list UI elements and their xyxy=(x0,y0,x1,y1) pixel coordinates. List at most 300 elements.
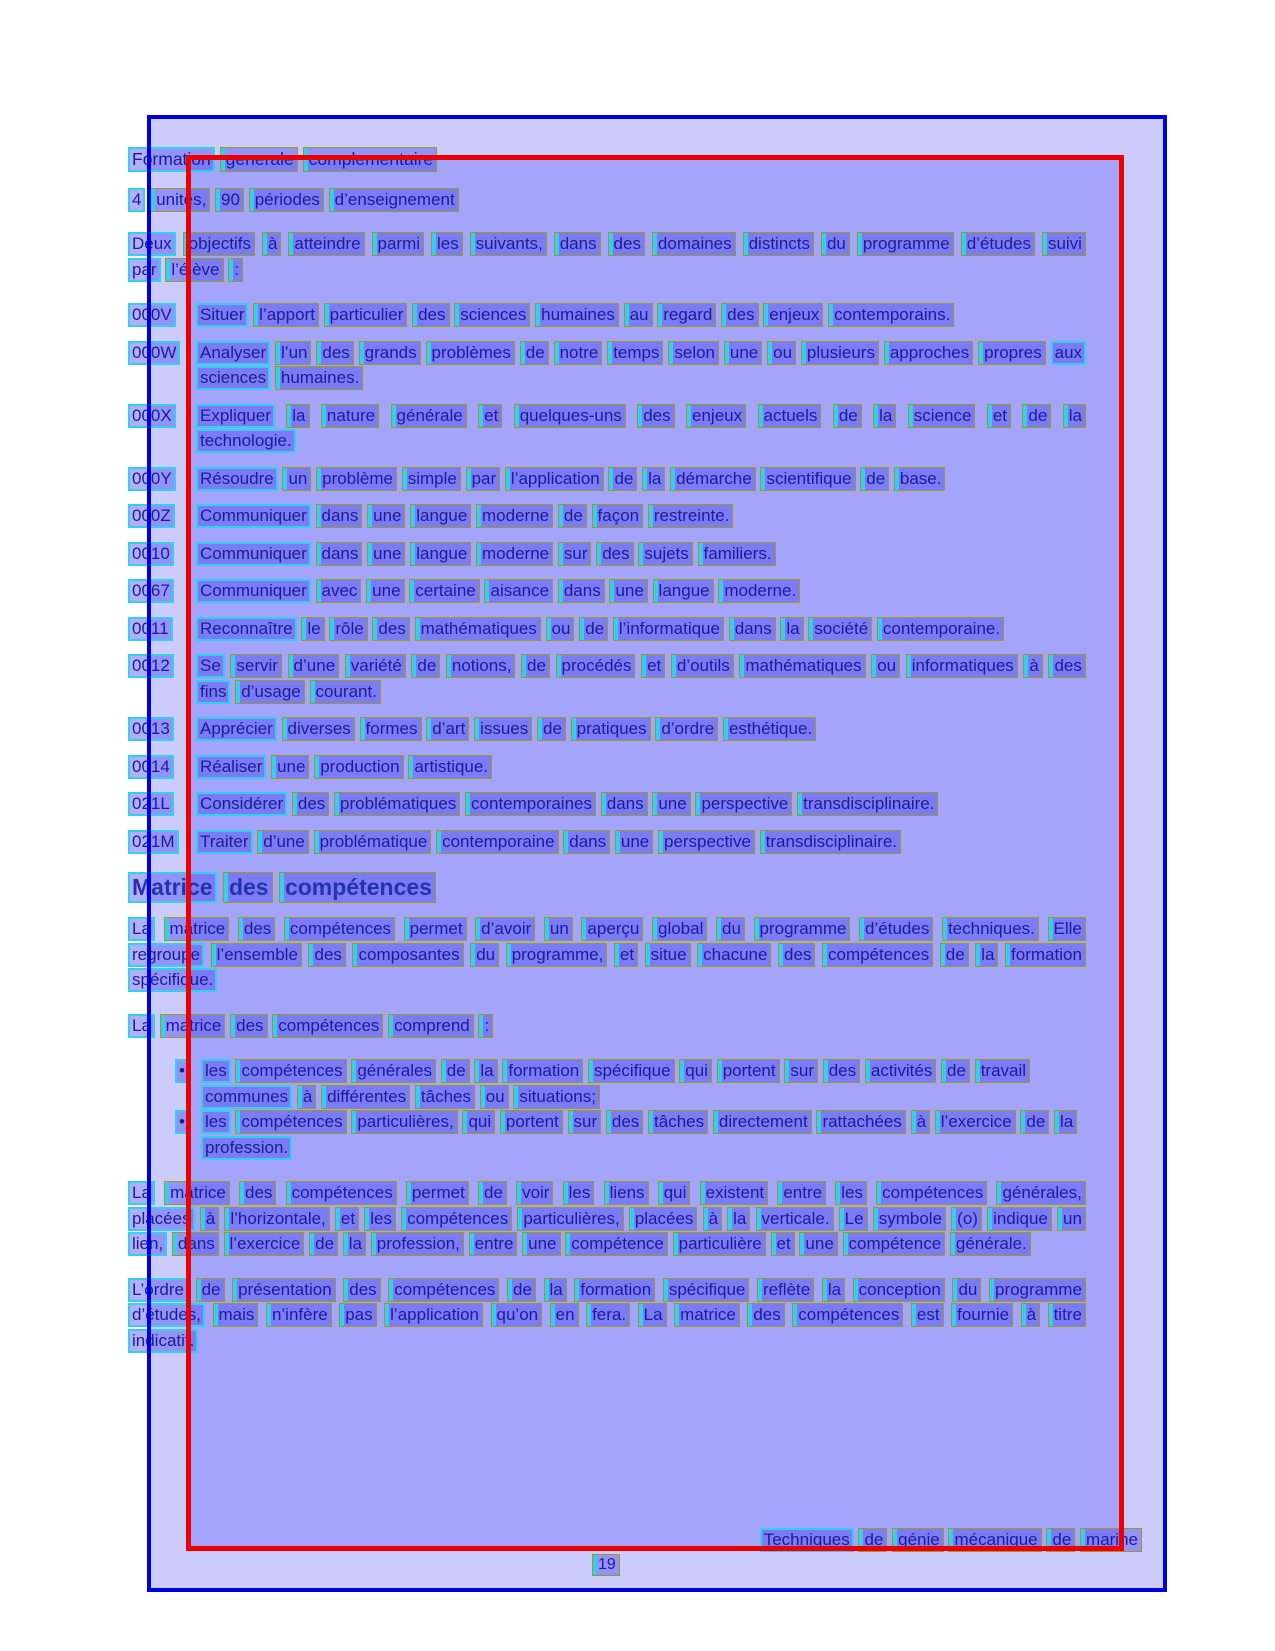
word-box: de xyxy=(558,504,587,528)
word-box: la xyxy=(1063,404,1086,428)
word-box: sur xyxy=(558,542,592,566)
word-box: lien, xyxy=(128,1232,167,1256)
word-box: une xyxy=(367,542,405,566)
word-box: une xyxy=(366,579,404,603)
word-box: Se xyxy=(196,654,225,678)
word-box: rattachées xyxy=(816,1110,905,1134)
word-box: dans xyxy=(601,792,648,816)
word-box: une xyxy=(652,792,690,816)
word-box: du xyxy=(470,943,499,967)
word-box: dans xyxy=(554,232,601,256)
word-box: des xyxy=(372,617,409,641)
word-box: et xyxy=(987,404,1011,428)
word-box: situations; xyxy=(513,1085,600,1109)
word-box: d’avoir xyxy=(475,917,535,941)
word-box: spécifique xyxy=(588,1059,675,1083)
word-box: complementaire xyxy=(303,147,438,172)
word-box: à xyxy=(703,1207,722,1231)
word-box: fournie xyxy=(951,1303,1013,1327)
word-box: (o) xyxy=(951,1207,982,1231)
word-box: la xyxy=(544,1278,567,1302)
word-box: formation xyxy=(574,1278,655,1302)
word-box: simple xyxy=(402,467,461,491)
word-box: de xyxy=(941,1059,970,1083)
word-box: symbole xyxy=(873,1207,946,1231)
word-box: qui xyxy=(658,1181,691,1205)
word-box: une xyxy=(615,830,653,854)
word-box: procédés xyxy=(556,654,636,678)
word-box: rôle xyxy=(329,617,367,641)
word-box: humaines. xyxy=(275,366,363,390)
word-box: l’application xyxy=(505,467,604,491)
word-box: de xyxy=(309,1232,338,1256)
word-box: portent xyxy=(500,1110,563,1134)
word-box: une xyxy=(271,755,309,779)
word-box: tâches xyxy=(648,1110,708,1134)
word-box: transdisciplinaire. xyxy=(760,830,901,854)
word-box: dans xyxy=(172,1232,219,1256)
word-box: profession, xyxy=(371,1232,464,1256)
word-box: de xyxy=(537,717,566,741)
word-box: humaines xyxy=(535,303,619,327)
word-box: objectifs xyxy=(183,232,255,256)
word-box: dans xyxy=(316,542,363,566)
word-box: et xyxy=(478,404,502,428)
word-box: • xyxy=(175,1059,189,1083)
word-box: l’un xyxy=(275,341,311,365)
word-box: verticale. xyxy=(756,1207,834,1231)
word-box: une xyxy=(609,579,647,603)
word-box: Apprécier xyxy=(196,717,277,741)
word-box: société xyxy=(808,617,872,641)
word-box: indique xyxy=(987,1207,1052,1231)
word-box: scientifique xyxy=(760,467,855,491)
word-box: en xyxy=(550,1303,579,1327)
word-box: contemporaines xyxy=(465,792,596,816)
word-box: la xyxy=(343,1232,366,1256)
word-box: programme, xyxy=(506,943,608,967)
word-box: suivi xyxy=(1042,232,1086,256)
word-box: notre xyxy=(554,341,603,365)
word-box: : xyxy=(228,258,243,282)
word-box: travail xyxy=(975,1059,1030,1083)
word-box: les xyxy=(201,1110,231,1134)
word-box: technologie. xyxy=(196,429,296,453)
word-box: des xyxy=(747,1303,784,1327)
word-box: des xyxy=(292,792,329,816)
word-box: générales, xyxy=(996,1181,1085,1205)
word-box: global xyxy=(652,917,707,941)
word-box: de xyxy=(1022,404,1051,428)
word-box: au xyxy=(624,303,653,327)
word-box: mathématiques xyxy=(415,617,541,641)
word-box: des xyxy=(606,1110,643,1134)
word-box: pas xyxy=(339,1303,376,1327)
word-box: et xyxy=(614,943,638,967)
word-box: d’une xyxy=(257,830,309,854)
word-box: des xyxy=(778,943,815,967)
word-box: pratiques xyxy=(571,717,651,741)
word-box: mécanique xyxy=(948,1528,1041,1552)
word-box: 000Z xyxy=(128,504,175,528)
word-box: activités xyxy=(865,1059,936,1083)
word-box: Situer xyxy=(196,303,248,327)
word-box: un xyxy=(282,467,311,491)
word-box: particulière xyxy=(673,1232,766,1256)
word-box: familiers. xyxy=(698,542,776,566)
word-box: l’exercice xyxy=(935,1110,1016,1134)
word-box: des xyxy=(239,1181,276,1205)
word-box: matrice xyxy=(160,1014,226,1038)
word-box: approches xyxy=(884,341,973,365)
word-box: entre xyxy=(777,1181,826,1205)
word-box: suivants, xyxy=(470,232,547,256)
word-box: contemporaine xyxy=(436,830,558,854)
page-number-box: 19 xyxy=(592,1554,620,1576)
word-box: matrice xyxy=(164,1181,230,1205)
word-box: 0067 xyxy=(128,579,174,603)
word-box: générale xyxy=(391,404,467,428)
word-box: Communiquer xyxy=(196,579,311,603)
word-box: voir xyxy=(516,1181,553,1205)
word-box: L’ordre xyxy=(128,1278,188,1302)
word-box: distincts xyxy=(743,232,814,256)
word-box: science xyxy=(908,404,976,428)
word-box: issues xyxy=(474,717,532,741)
page-border xyxy=(147,115,1167,1592)
word-box: de xyxy=(521,654,550,678)
word-box: temps xyxy=(607,341,663,365)
word-box: portent xyxy=(717,1059,780,1083)
word-box: des xyxy=(238,917,275,941)
word-box: communes xyxy=(201,1085,292,1109)
word-box: regroupe xyxy=(128,943,204,967)
word-box: 000Y xyxy=(128,467,176,491)
word-box: unités, xyxy=(150,188,210,212)
word-box: ou xyxy=(767,341,796,365)
word-box: la xyxy=(975,943,998,967)
word-box: programme xyxy=(754,917,851,941)
word-box: propres xyxy=(978,341,1046,365)
word-box: regard xyxy=(657,303,716,327)
word-box: et xyxy=(771,1232,795,1256)
word-box: mais xyxy=(213,1303,259,1327)
word-box: des xyxy=(223,872,273,903)
word-box: des xyxy=(412,303,449,327)
word-box: 000X xyxy=(128,404,176,428)
word-box: une xyxy=(724,341,762,365)
word-box: matrice xyxy=(164,917,230,941)
word-box: restreinte. xyxy=(648,504,734,528)
word-box: sur xyxy=(784,1059,818,1083)
word-box: de xyxy=(1046,1528,1075,1552)
word-box: problèmes xyxy=(426,341,515,365)
word-box: perspective xyxy=(695,792,792,816)
word-box: moderne xyxy=(476,542,553,566)
word-box: profession. xyxy=(201,1136,292,1160)
word-box: plusieurs xyxy=(801,341,879,365)
word-box: la xyxy=(822,1278,845,1302)
word-box: la xyxy=(873,404,896,428)
word-box: des xyxy=(230,1014,267,1038)
word-box: des xyxy=(343,1278,380,1302)
word-box: particulières, xyxy=(351,1110,457,1134)
word-box: d’études, xyxy=(128,1303,205,1327)
word-box: selon xyxy=(668,341,719,365)
word-box: une xyxy=(367,504,405,528)
word-box: compétences xyxy=(286,1181,397,1205)
word-box: de xyxy=(833,404,862,428)
word-box: générales xyxy=(351,1059,436,1083)
word-box: l’ensemble xyxy=(211,943,302,967)
word-box: à xyxy=(1021,1303,1040,1327)
word-box: et xyxy=(335,1207,359,1231)
word-box: par xyxy=(466,467,501,491)
word-box: Le xyxy=(839,1207,868,1231)
word-box: qui xyxy=(462,1110,495,1134)
word-box: : xyxy=(478,1014,493,1038)
word-box: des xyxy=(637,404,674,428)
word-box: 90 xyxy=(215,188,244,212)
word-box: generale xyxy=(220,147,298,172)
word-box: des xyxy=(1048,654,1085,678)
word-box: de xyxy=(579,617,608,641)
word-box: situe xyxy=(645,943,691,967)
word-box: avec xyxy=(316,579,362,603)
word-box: 4 xyxy=(128,188,145,212)
word-box: directement xyxy=(713,1110,812,1134)
word-box: formes xyxy=(360,717,422,741)
word-box: 000W xyxy=(128,341,180,365)
word-box: aux xyxy=(1051,341,1086,365)
word-box: La xyxy=(128,1181,155,1205)
word-box: des xyxy=(596,542,633,566)
word-box: matrice xyxy=(674,1303,740,1327)
word-box: La xyxy=(128,917,155,941)
word-box: enjeux xyxy=(763,303,823,327)
word-box: compétences xyxy=(235,1110,346,1134)
word-box: l’élève xyxy=(165,258,223,282)
word-box: aperçu xyxy=(581,917,643,941)
word-box: langue xyxy=(410,504,471,528)
word-box: sujets xyxy=(638,542,692,566)
word-box: sciences xyxy=(454,303,530,327)
word-box: Elle xyxy=(1048,917,1086,941)
word-box: de xyxy=(441,1059,470,1083)
word-box: périodes xyxy=(249,188,324,212)
word-box: moderne. xyxy=(718,579,800,603)
word-box: placées xyxy=(629,1207,698,1231)
word-box: un xyxy=(1057,1207,1086,1231)
word-box: la xyxy=(286,404,309,428)
word-box: l’exercice xyxy=(224,1232,305,1256)
word-box: 0011 xyxy=(128,617,173,641)
word-box: compétences xyxy=(876,1181,987,1205)
word-box: entre xyxy=(469,1232,518,1256)
word-box: l’horizontale, xyxy=(224,1207,329,1231)
word-box: parmi xyxy=(372,232,425,256)
word-box: différentes xyxy=(321,1085,410,1109)
word-box: des xyxy=(308,943,345,967)
word-box: qu’on xyxy=(491,1303,543,1327)
word-box: Considérer xyxy=(196,792,287,816)
word-box: des xyxy=(823,1059,860,1083)
word-box: sur xyxy=(568,1110,602,1134)
word-box: d’une xyxy=(288,654,340,678)
word-box: production xyxy=(314,755,403,779)
word-box: façon xyxy=(592,504,644,528)
word-box: reflète xyxy=(757,1278,814,1302)
word-box: spécifique. xyxy=(128,968,217,992)
word-box: contemporains. xyxy=(828,303,954,327)
word-box: la xyxy=(780,617,803,641)
word-box: contemporaine. xyxy=(877,617,1004,641)
word-box: base. xyxy=(894,467,946,491)
word-box: notions, xyxy=(446,654,516,678)
word-box: perspective xyxy=(658,830,755,854)
word-box: une xyxy=(522,1232,560,1256)
word-box: mathématiques xyxy=(739,654,865,678)
word-box: compétences xyxy=(272,1014,383,1038)
word-box: problématique xyxy=(314,830,432,854)
word-box: par xyxy=(128,258,161,282)
word-box: 0014 xyxy=(128,755,174,779)
word-box: compétence xyxy=(565,1232,668,1256)
word-box: 021M xyxy=(128,830,179,854)
word-box: informatiques xyxy=(906,654,1018,678)
word-box: particulières, xyxy=(517,1207,623,1231)
word-box: compétences xyxy=(235,1059,346,1083)
word-box: le xyxy=(301,617,324,641)
word-box: 0010 xyxy=(128,542,174,566)
word-box: courant. xyxy=(310,680,381,704)
word-box: Communiquer xyxy=(196,542,311,566)
word-box: esthétique. xyxy=(723,717,816,741)
word-box: dans xyxy=(729,617,776,641)
word-box: et xyxy=(641,654,665,678)
word-box: spécifique xyxy=(663,1278,750,1302)
word-box: de xyxy=(507,1278,536,1302)
word-box: permet xyxy=(406,1181,469,1205)
word-box: compétences xyxy=(822,943,933,967)
word-box: d’usage xyxy=(235,680,305,704)
word-box: 0012 xyxy=(128,654,174,678)
word-box: d’art xyxy=(426,717,469,741)
word-box: l’informatique xyxy=(613,617,724,641)
word-box: enjeux xyxy=(686,404,746,428)
word-box: quelques-uns xyxy=(514,404,626,428)
word-box: ou xyxy=(871,654,900,678)
word-box: d’ordre xyxy=(655,717,718,741)
word-box: servir xyxy=(230,654,282,678)
word-box: de xyxy=(411,654,440,678)
word-box: 000V xyxy=(128,303,176,327)
word-box: de xyxy=(860,467,889,491)
word-box: Traiter xyxy=(196,830,253,854)
word-box: dans xyxy=(558,579,605,603)
word-box: Deux xyxy=(128,232,176,256)
word-box: compétences xyxy=(284,917,395,941)
word-box: formation xyxy=(1005,943,1086,967)
word-box: les xyxy=(563,1181,595,1205)
word-box: du xyxy=(716,917,745,941)
word-box: indicatif. xyxy=(128,1329,198,1353)
word-box: des xyxy=(721,303,758,327)
word-box: chacune xyxy=(697,943,771,967)
word-box: dans xyxy=(563,830,610,854)
word-box: langue xyxy=(653,579,714,603)
word-box: de xyxy=(858,1528,887,1552)
word-box: fera. xyxy=(586,1303,630,1327)
word-box: l’application xyxy=(384,1303,483,1327)
word-box: techniques. xyxy=(942,917,1039,941)
word-box: marine xyxy=(1080,1528,1142,1552)
word-box: démarche xyxy=(670,467,756,491)
word-box: une xyxy=(799,1232,837,1256)
word-box: présentation xyxy=(232,1278,336,1302)
word-box: les xyxy=(431,232,463,256)
word-box: formation xyxy=(502,1059,583,1083)
word-box: 0013 xyxy=(128,717,174,741)
word-box: langue xyxy=(410,542,471,566)
word-box: particulier xyxy=(324,303,408,327)
word-box: titre xyxy=(1048,1303,1086,1327)
word-box: moderne xyxy=(476,504,553,528)
word-box: Reconnaître xyxy=(196,617,297,641)
word-box: l’apport xyxy=(253,303,319,327)
word-box: n’infère xyxy=(266,1303,332,1327)
word-box: problématiques xyxy=(334,792,460,816)
word-box: compétences xyxy=(792,1303,903,1327)
word-box: générale. xyxy=(950,1232,1031,1256)
word-box: les xyxy=(835,1181,867,1205)
word-box: La xyxy=(128,1014,155,1038)
word-box: permet xyxy=(404,917,467,941)
word-box: fins xyxy=(196,680,230,704)
word-box: atteindre xyxy=(288,232,364,256)
word-box: variété xyxy=(345,654,406,678)
word-box: domaines xyxy=(652,232,736,256)
word-box: de xyxy=(608,467,637,491)
word-box: Formation xyxy=(128,147,215,172)
word-box: du xyxy=(952,1278,981,1302)
word-box: problème xyxy=(316,467,397,491)
word-box: la xyxy=(1054,1110,1077,1134)
word-box: liens xyxy=(604,1181,649,1205)
word-box: de xyxy=(478,1181,507,1205)
word-box: actuels xyxy=(758,404,822,428)
word-box: d’outils xyxy=(671,654,734,678)
word-box: des xyxy=(608,232,645,256)
word-box: ou xyxy=(480,1085,509,1109)
word-box: du xyxy=(821,232,850,256)
word-box: la xyxy=(474,1059,497,1083)
word-box: à xyxy=(911,1110,930,1134)
word-box: • xyxy=(175,1110,189,1134)
word-box: les xyxy=(201,1059,231,1083)
word-box: comprend xyxy=(388,1014,474,1038)
word-box: tâches xyxy=(415,1085,475,1109)
word-box: à xyxy=(200,1207,219,1231)
word-box: diverses xyxy=(282,717,355,741)
word-box: aisance xyxy=(484,579,553,603)
word-box: Techniques xyxy=(760,1528,854,1552)
word-box: d’études xyxy=(961,232,1035,256)
word-box: artistique. xyxy=(408,755,492,779)
word-box: à xyxy=(1023,654,1042,678)
word-box: Matrice xyxy=(128,872,217,903)
word-box: Expliquer xyxy=(196,404,275,428)
